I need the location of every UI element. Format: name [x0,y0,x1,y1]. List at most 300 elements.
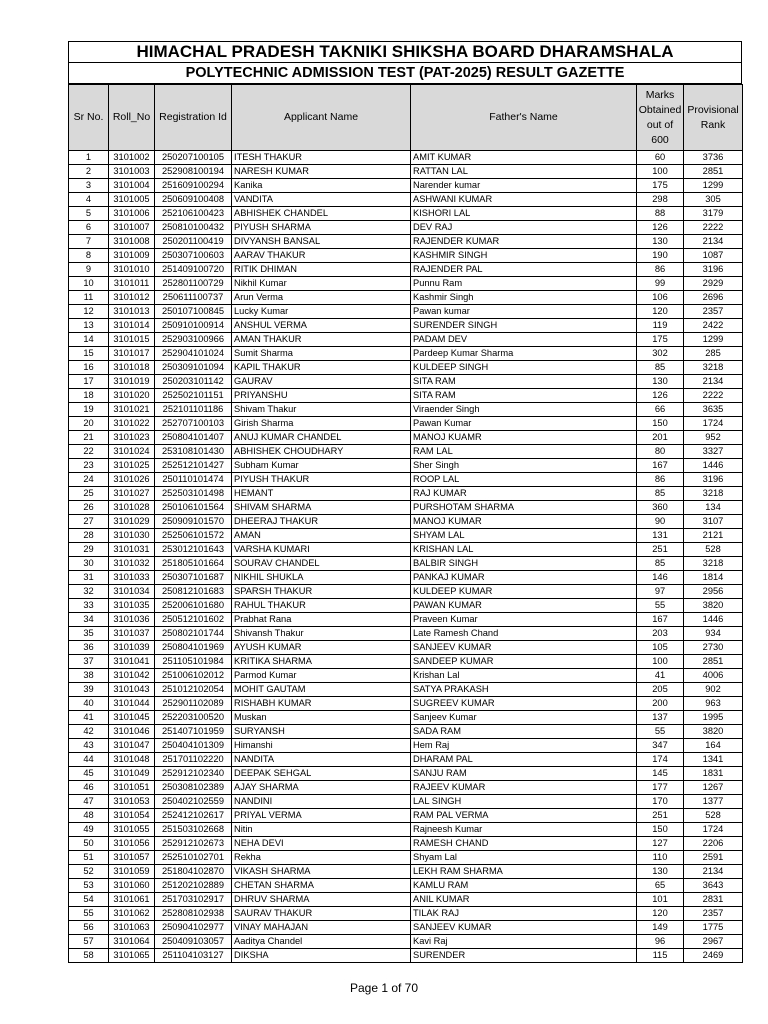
roll-no-cell: 3101004 [109,179,155,193]
marks-cell: 100 [637,655,684,669]
table-row [69,417,743,431]
registration-id-cell: 250308102389 [155,781,232,795]
document-subtitle: POLYTECHNIC ADMISSION TEST (PAT-2025) RESULT GAZETTE [68,63,742,84]
fathers-name-cell: ASHWANI KUMAR [411,193,637,207]
applicant-name-cell: Shivansh Thakur [232,627,411,641]
rank-cell: 2929 [684,277,743,291]
sr-no-cell: 32 [69,585,109,599]
registration-id-cell: 251104103127 [155,949,232,963]
table-row [69,697,743,711]
fathers-name-cell: SURENDER SINGH [411,319,637,333]
fathers-name-cell: RAJENDER PAL [411,263,637,277]
roll-no-cell: 3101019 [109,375,155,389]
column-header-fathers-name: Father's Name [411,85,637,151]
applicant-name-cell: MOHIT GAUTAM [232,683,411,697]
registration-id-cell: 251609100294 [155,179,232,193]
sr-no-cell: 16 [69,361,109,375]
roll-no-cell: 3101054 [109,809,155,823]
sr-no-cell: 58 [69,949,109,963]
fathers-name-cell: SITA RAM [411,375,637,389]
fathers-name-cell: Hem Raj [411,739,637,753]
roll-no-cell: 3101064 [109,935,155,949]
fathers-name-cell: RAJ KUMAR [411,487,637,501]
document-title: HIMACHAL PRADESH TAKNIKI SHIKSHA BOARD DHARAMSHALA [68,41,742,63]
table-row [69,683,743,697]
sr-no-cell: 37 [69,655,109,669]
fathers-name-cell: TILAK RAJ [411,907,637,921]
applicant-name-cell: SURYANSH [232,725,411,739]
table-row [69,263,743,277]
roll-no-cell: 3101015 [109,333,155,347]
sr-no-cell: 29 [69,543,109,557]
fathers-name-cell: KRISHAN LAL [411,543,637,557]
sr-no-cell: 15 [69,347,109,361]
sr-no-cell: 40 [69,697,109,711]
rank-cell: 2591 [684,851,743,865]
table-row [69,893,743,907]
marks-cell: 167 [637,613,684,627]
marks-cell: 130 [637,235,684,249]
registration-id-cell: 250106101564 [155,501,232,515]
sr-no-cell: 3 [69,179,109,193]
fathers-name-cell: SANJEEV KUMAR [411,641,637,655]
fathers-name-cell: Praveen Kumar [411,613,637,627]
rank-cell: 1299 [684,333,743,347]
fathers-name-cell: ANIL KUMAR [411,893,637,907]
registration-id-cell: 250802101744 [155,627,232,641]
rank-cell: 3107 [684,515,743,529]
registration-id-cell: 252502101151 [155,389,232,403]
marks-cell: 149 [637,921,684,935]
roll-no-cell: 3101023 [109,431,155,445]
table-row [69,781,743,795]
sr-no-cell: 14 [69,333,109,347]
roll-no-cell: 3101030 [109,529,155,543]
fathers-name-cell: SUGREEV KUMAR [411,697,637,711]
fathers-name-cell: Pawan kumar [411,305,637,319]
applicant-name-cell: NANDITA [232,753,411,767]
roll-no-cell: 3101036 [109,613,155,627]
marks-cell: 119 [637,319,684,333]
registration-id-cell: 252503101498 [155,487,232,501]
marks-cell: 96 [637,935,684,949]
marks-cell: 203 [637,627,684,641]
fathers-name-cell: PANKAJ KUMAR [411,571,637,585]
applicant-name-cell: PIYUSH THAKUR [232,473,411,487]
rank-cell: 3736 [684,151,743,165]
applicant-name-cell: VARSHA KUMARI [232,543,411,557]
applicant-name-cell: PRIYANSHU [232,389,411,403]
marks-cell: 88 [637,207,684,221]
applicant-name-cell: HEMANT [232,487,411,501]
rank-cell: 3820 [684,599,743,613]
marks-cell: 115 [637,949,684,963]
applicant-name-cell: RITIK DHIMAN [232,263,411,277]
sr-no-cell: 56 [69,921,109,935]
applicant-name-cell: AARAV THAKUR [232,249,411,263]
column-header-applicant-name: Applicant Name [232,85,411,151]
applicant-name-cell: Shivam Thakur [232,403,411,417]
marks-cell: 97 [637,585,684,599]
sr-no-cell: 22 [69,445,109,459]
rank-cell: 902 [684,683,743,697]
marks-cell: 200 [637,697,684,711]
sr-no-cell: 27 [69,515,109,529]
rank-cell: 3643 [684,879,743,893]
rank-cell: 2831 [684,893,743,907]
registration-id-cell: 250804101407 [155,431,232,445]
applicant-name-cell: Lucky Kumar [232,305,411,319]
rank-cell: 1995 [684,711,743,725]
rank-cell: 2696 [684,291,743,305]
rank-cell: 164 [684,739,743,753]
registration-id-cell: 252908100194 [155,165,232,179]
rank-cell: 2469 [684,949,743,963]
rank-cell: 2357 [684,305,743,319]
marks-cell: 41 [637,669,684,683]
marks-cell: 86 [637,473,684,487]
table-row [69,445,743,459]
marks-cell: 127 [637,837,684,851]
fathers-name-cell: LEKH RAM SHARMA [411,865,637,879]
roll-no-cell: 3101056 [109,837,155,851]
table-row [69,935,743,949]
rank-cell: 2134 [684,235,743,249]
registration-id-cell: 251105101984 [155,655,232,669]
registration-id-cell: 253108101430 [155,445,232,459]
sr-no-cell: 5 [69,207,109,221]
table-row [69,641,743,655]
table-row [69,403,743,417]
marks-cell: 130 [637,865,684,879]
registration-id-cell: 250909101570 [155,515,232,529]
column-header-roll-no: Roll_No [109,85,155,151]
fathers-name-cell: Sher Singh [411,459,637,473]
table-row [69,571,743,585]
sr-no-cell: 50 [69,837,109,851]
roll-no-cell: 3101018 [109,361,155,375]
table-row [69,459,743,473]
rank-cell: 305 [684,193,743,207]
registration-id-cell: 251804102870 [155,865,232,879]
applicant-name-cell: AJAY SHARMA [232,781,411,795]
applicant-name-cell: Prabhat Rana [232,613,411,627]
column-header-marks: Marks Obtained out of 600 [637,85,684,151]
marks-cell: 251 [637,809,684,823]
applicant-name-cell: RAHUL THAKUR [232,599,411,613]
table-row [69,291,743,305]
result-gazette-sheet [68,41,742,963]
marks-cell: 120 [637,907,684,921]
table-row [69,501,743,515]
marks-cell: 347 [637,739,684,753]
fathers-name-cell: SANJEEV KUMAR [411,921,637,935]
fathers-name-cell: SURENDER [411,949,637,963]
registration-id-cell: 251006102012 [155,669,232,683]
sr-no-cell: 2 [69,165,109,179]
table-row [69,165,743,179]
sr-no-cell: 36 [69,641,109,655]
roll-no-cell: 3101020 [109,389,155,403]
marks-cell: 66 [637,403,684,417]
marks-cell: 177 [637,781,684,795]
fathers-name-cell: Pardeep Kumar Sharma [411,347,637,361]
applicant-name-cell: Himanshi [232,739,411,753]
rank-cell: 3820 [684,725,743,739]
marks-cell: 90 [637,515,684,529]
sr-no-cell: 45 [69,767,109,781]
sr-no-cell: 51 [69,851,109,865]
roll-no-cell: 3101047 [109,739,155,753]
marks-cell: 55 [637,599,684,613]
rank-cell: 1341 [684,753,743,767]
registration-id-cell: 252506101572 [155,529,232,543]
registration-id-cell: 252006101680 [155,599,232,613]
roll-no-cell: 3101003 [109,165,155,179]
fathers-name-cell: KULDEEP KUMAR [411,585,637,599]
applicant-name-cell: Aaditya Chandel [232,935,411,949]
applicant-name-cell: KRITIKA SHARMA [232,655,411,669]
registration-id-cell: 250404101309 [155,739,232,753]
table-row [69,669,743,683]
applicant-name-cell: PIYUSH SHARMA [232,221,411,235]
table-row [69,487,743,501]
marks-cell: 106 [637,291,684,305]
sr-no-cell: 25 [69,487,109,501]
column-header-rank: Provisional Rank [684,85,743,151]
marks-cell: 150 [637,823,684,837]
table-row [69,179,743,193]
applicant-name-cell: DHRUV SHARMA [232,893,411,907]
applicant-name-cell: Subham Kumar [232,459,411,473]
table-row [69,347,743,361]
fathers-name-cell: Krishan Lal [411,669,637,683]
rank-cell: 1831 [684,767,743,781]
table-row [69,249,743,263]
applicant-name-cell: DIVYANSH BANSAL [232,235,411,249]
fathers-name-cell: Punnu Ram [411,277,637,291]
applicant-name-cell: SOURAV CHANDEL [232,557,411,571]
table-row [69,361,743,375]
table-row [69,333,743,347]
marks-cell: 251 [637,543,684,557]
roll-no-cell: 3101031 [109,543,155,557]
fathers-name-cell: RAMESH CHAND [411,837,637,851]
rank-cell: 3218 [684,487,743,501]
fathers-name-cell: KISHORI LAL [411,207,637,221]
registration-id-cell: 250611100737 [155,291,232,305]
sr-no-cell: 19 [69,403,109,417]
table-row [69,809,743,823]
fathers-name-cell: AMIT KUMAR [411,151,637,165]
applicant-name-cell: NEHA DEVI [232,837,411,851]
roll-no-cell: 3101011 [109,277,155,291]
roll-no-cell: 3101025 [109,459,155,473]
marks-cell: 55 [637,725,684,739]
applicant-name-cell: Arun Verma [232,291,411,305]
table-row [69,585,743,599]
rank-cell: 2730 [684,641,743,655]
registration-id-cell: 251407101959 [155,725,232,739]
fathers-name-cell: Pawan Kumar [411,417,637,431]
fathers-name-cell: SANDEEP KUMAR [411,655,637,669]
registration-id-cell: 252912102673 [155,837,232,851]
applicant-name-cell: NANDINI [232,795,411,809]
applicant-name-cell: AMAN [232,529,411,543]
rank-cell: 528 [684,543,743,557]
fathers-name-cell: Rajneesh Kumar [411,823,637,837]
registration-id-cell: 252203100520 [155,711,232,725]
marks-cell: 105 [637,641,684,655]
rank-cell: 1087 [684,249,743,263]
fathers-name-cell: RAM LAL [411,445,637,459]
registration-id-cell: 252106100423 [155,207,232,221]
registration-id-cell: 252101101186 [155,403,232,417]
table-row [69,711,743,725]
table-row [69,921,743,935]
marks-cell: 101 [637,893,684,907]
registration-id-cell: 250812101683 [155,585,232,599]
marks-cell: 100 [637,165,684,179]
sr-no-cell: 49 [69,823,109,837]
roll-no-cell: 3101028 [109,501,155,515]
sr-no-cell: 53 [69,879,109,893]
marks-cell: 120 [637,305,684,319]
roll-no-cell: 3101049 [109,767,155,781]
sr-no-cell: 42 [69,725,109,739]
fathers-name-cell: SHYAM LAL [411,529,637,543]
marks-cell: 60 [637,151,684,165]
rank-cell: 285 [684,347,743,361]
applicant-name-cell: ANSHUL VERMA [232,319,411,333]
table-row [69,725,743,739]
marks-cell: 175 [637,179,684,193]
roll-no-cell: 3101005 [109,193,155,207]
sr-no-cell: 24 [69,473,109,487]
fathers-name-cell: DHARAM PAL [411,753,637,767]
table-row [69,557,743,571]
applicant-name-cell: DEEPAK SEHGAL [232,767,411,781]
rank-cell: 2357 [684,907,743,921]
roll-no-cell: 3101039 [109,641,155,655]
registration-id-cell: 250609100408 [155,193,232,207]
applicant-name-cell: Kanika [232,179,411,193]
sr-no-cell: 23 [69,459,109,473]
sr-no-cell: 21 [69,431,109,445]
applicant-name-cell: GAURAV [232,375,411,389]
sr-no-cell: 31 [69,571,109,585]
marks-cell: 126 [637,221,684,235]
roll-no-cell: 3101024 [109,445,155,459]
sr-no-cell: 38 [69,669,109,683]
marks-cell: 65 [637,879,684,893]
sr-no-cell: 8 [69,249,109,263]
fathers-name-cell: Narender kumar [411,179,637,193]
results-table [68,84,743,963]
table-row [69,739,743,753]
sr-no-cell: 28 [69,529,109,543]
roll-no-cell: 3101037 [109,627,155,641]
table-row [69,613,743,627]
sr-no-cell: 4 [69,193,109,207]
marks-cell: 170 [637,795,684,809]
marks-cell: 130 [637,375,684,389]
applicant-name-cell: AYUSH KUMAR [232,641,411,655]
sr-no-cell: 41 [69,711,109,725]
roll-no-cell: 3101013 [109,305,155,319]
roll-no-cell: 3101034 [109,585,155,599]
sr-no-cell: 13 [69,319,109,333]
rank-cell: 952 [684,431,743,445]
roll-no-cell: 3101059 [109,865,155,879]
sr-no-cell: 47 [69,795,109,809]
roll-no-cell: 3101033 [109,571,155,585]
table-row [69,655,743,669]
applicant-name-cell: ABHISHEK CHOUDHARY [232,445,411,459]
applicant-name-cell: PRIYAL VERMA [232,809,411,823]
marks-cell: 190 [637,249,684,263]
roll-no-cell: 3101008 [109,235,155,249]
sr-no-cell: 7 [69,235,109,249]
marks-cell: 360 [637,501,684,515]
table-row [69,795,743,809]
sr-no-cell: 39 [69,683,109,697]
rank-cell: 3218 [684,361,743,375]
registration-id-cell: 250309101094 [155,361,232,375]
marks-cell: 85 [637,361,684,375]
sr-no-cell: 11 [69,291,109,305]
rank-cell: 2422 [684,319,743,333]
roll-no-cell: 3101055 [109,823,155,837]
table-row [69,529,743,543]
header-row [69,85,743,151]
registration-id-cell: 250307100603 [155,249,232,263]
table-row [69,543,743,557]
table-row [69,277,743,291]
table-row [69,823,743,837]
rank-cell: 2222 [684,389,743,403]
rank-cell: 2222 [684,221,743,235]
marks-cell: 110 [637,851,684,865]
fathers-name-cell: RAM PAL VERMA [411,809,637,823]
table-row [69,515,743,529]
rank-cell: 2851 [684,165,743,179]
rank-cell: 2206 [684,837,743,851]
rank-cell: 963 [684,697,743,711]
rank-cell: 3327 [684,445,743,459]
rank-cell: 2134 [684,865,743,879]
table-row [69,151,743,165]
rank-cell: 3218 [684,557,743,571]
marks-cell: 146 [637,571,684,585]
registration-id-cell: 250110101474 [155,473,232,487]
registration-id-cell: 250307101687 [155,571,232,585]
roll-no-cell: 3101021 [109,403,155,417]
fathers-name-cell: DEV RAJ [411,221,637,235]
column-header-sr-no: Sr No. [69,85,109,151]
applicant-name-cell: Muskan [232,711,411,725]
table-row [69,767,743,781]
rank-cell: 2134 [684,375,743,389]
sr-no-cell: 44 [69,753,109,767]
sr-no-cell: 43 [69,739,109,753]
roll-no-cell: 3101027 [109,487,155,501]
fathers-name-cell: MANOJ KUAMR [411,431,637,445]
fathers-name-cell: RAJEEV KUMAR [411,781,637,795]
applicant-name-cell: ABHISHEK CHANDEL [232,207,411,221]
rank-cell: 1299 [684,179,743,193]
table-row [69,627,743,641]
